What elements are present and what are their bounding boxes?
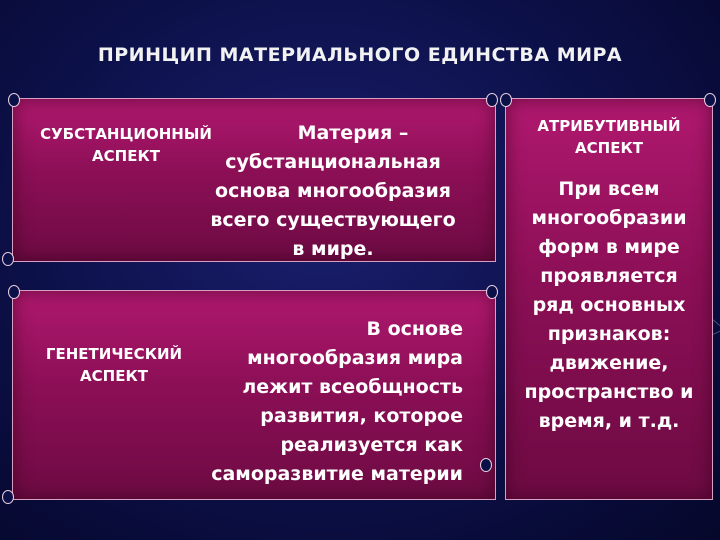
substance-aspect-panel — [12, 98, 496, 262]
genetic-text-line-3: лежит всеобщность — [242, 376, 463, 398]
scroll-curl — [2, 490, 14, 504]
genetic-label-line-2: АСПЕКТ — [80, 367, 148, 385]
scroll-curl — [8, 93, 20, 107]
attributive-text-line-4: проявляется — [540, 265, 678, 287]
scroll-curl — [704, 93, 716, 107]
attributive-aspect-panel — [505, 98, 713, 500]
substance-aspect-text — [183, 119, 483, 264]
genetic-aspect-text — [163, 315, 463, 489]
scroll-curl — [486, 93, 498, 107]
genetic-text-line-2: многообразия мира — [247, 347, 463, 369]
scroll-curl — [486, 285, 498, 299]
attributive-text-line-9: время, и т.д. — [538, 410, 680, 432]
attributive-text-line-2: многообразии — [531, 207, 687, 229]
substance-label-line-1: СУБСТАНЦИОННЫЙ — [40, 125, 212, 143]
attributive-text-line-6: признаков: — [547, 323, 671, 345]
substance-text-line-2: субстанциональная — [225, 151, 441, 173]
substance-text-line-4: всего существующего — [210, 209, 456, 231]
scroll-curl — [500, 93, 512, 107]
substance-label-line-2: АСПЕКТ — [92, 147, 160, 165]
substance-text-line-1: Материя – — [297, 122, 409, 144]
substance-text-line-3: основа многообразия — [215, 180, 451, 202]
genetic-text-line-5: реализуется как — [280, 434, 463, 456]
attributive-label-line-2: АСПЕКТ — [575, 139, 643, 157]
attributive-text-line-3: форм в мире — [538, 236, 680, 258]
genetic-aspect-panel — [12, 290, 496, 500]
genetic-text-line-4: развития, которое — [260, 405, 463, 427]
attributive-aspect-text — [506, 175, 712, 436]
substance-text-line-5: в мире. — [292, 238, 374, 260]
genetic-label-line-1: ГЕНЕТИЧЕСКИЙ — [45, 345, 183, 363]
attributive-aspect-label — [506, 115, 712, 159]
slide-title: ПРИНЦИП МАТЕРИАЛЬНОГО ЕДИНСТВА МИРА — [97, 44, 623, 66]
genetic-text-line-6: саморазвитие материи — [211, 463, 463, 485]
genetic-text-line-1: В основе — [366, 318, 463, 340]
attributive-text-line-8: пространство и — [524, 381, 694, 403]
attributive-text-line-5: ряд основных — [532, 294, 686, 316]
attributive-label-line-1: АТРИБУТИВНЫЙ — [537, 117, 681, 135]
attributive-text-line-1: При всем — [558, 178, 660, 200]
attributive-text-line-7: движение, — [549, 352, 669, 374]
scroll-curl — [2, 252, 14, 266]
scroll-curl — [8, 285, 20, 299]
scroll-curl — [480, 458, 492, 472]
